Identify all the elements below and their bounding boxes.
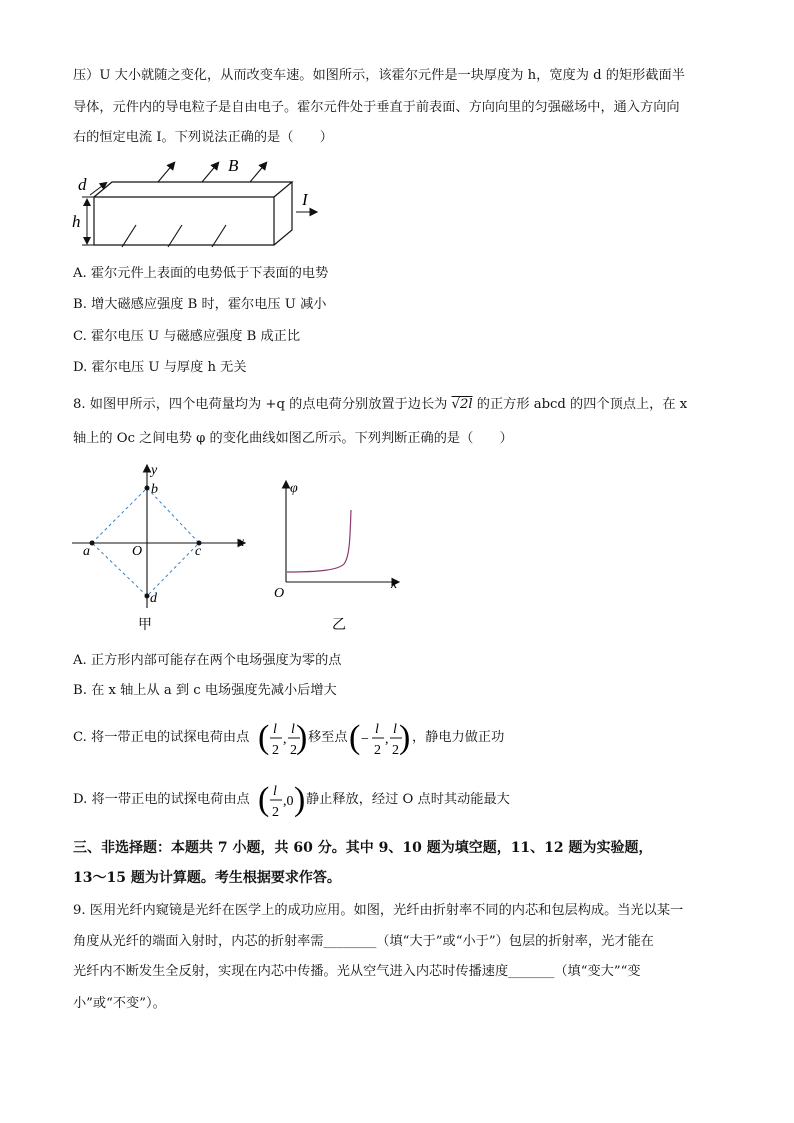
charge-b [145, 486, 150, 491]
b-field-arrow [158, 163, 174, 182]
q7-stem-line-1: 压）U 大小就随之变化，从而改变车速。如图所示，该霍尔元件是一块厚度为 h，宽度为 d 的矩形截面半 [73, 68, 685, 83]
q8-option-d-text-1: D. 将一带正电的试探电荷由点 [73, 792, 250, 807]
q8-option-d-text-2: 静止释放，经过 O 点时其动能最大 [306, 792, 510, 807]
label-b: B [228, 156, 239, 175]
svg-text:(: ( [258, 719, 270, 756]
point-neg-l2-l2 [349, 715, 411, 761]
label-o: O [274, 586, 285, 601]
block-side [274, 182, 292, 245]
svg-text:,: , [283, 732, 287, 747]
q8-option-b: B. 在 x 轴上从 a 到 c 电场强度先减小后增大 [73, 683, 337, 698]
frac-num: l [291, 722, 295, 737]
q8-option-c-text-3: ，静电力做正功 [412, 730, 505, 745]
q7-stem-line-3: 右的恒定电流 I。下列说法正确的是（ ） [73, 130, 333, 145]
q8-stem-part-b: 的正方形 abcd 的四个顶点上，在 x [476, 397, 688, 412]
frac-den: 2 [374, 743, 381, 758]
q8-option-c-text-1: C. 将一带正电的试探电荷由点 [73, 730, 250, 745]
q8-stem-line-2: 轴上的 Oc 之间电势 φ 的变化曲线如图乙所示。下列判断正确的是（ ） [73, 431, 513, 446]
charge-a [90, 541, 95, 546]
q8-stem-line-1 [73, 396, 687, 414]
label-c: c [195, 544, 202, 559]
svg-text:(: ( [349, 719, 361, 756]
b-field-arrow [202, 163, 218, 182]
q7-option-c: C. 霍尔电压 U 与磁感应强度 B 成正比 [73, 329, 301, 344]
point-l2-0 [258, 777, 306, 823]
frac-den: 2 [290, 743, 297, 758]
frac-den: 2 [272, 743, 279, 758]
block-top [94, 182, 292, 197]
svg-text:): ) [296, 719, 308, 756]
section3-heading-line-1: 三、非选择题：本题共 7 小题，共 60 分。其中 9、10 题为填空题，11、12 题为实验题， [73, 840, 653, 856]
hall-element-figure [70, 155, 330, 255]
svg-text:−: − [361, 732, 369, 747]
label-d: d [78, 175, 87, 194]
label-a: a [83, 544, 90, 559]
frac-den: 2 [272, 805, 279, 820]
q8-sqrt-term: √2l [451, 397, 473, 412]
b-field-line [212, 225, 226, 247]
block-front [94, 197, 274, 245]
q9-line-3: 光纤内不断发生全反射，实现在内芯中传播。光从空气进入内芯时传播速度_______（填“变大”“变 [73, 964, 641, 979]
frac-num: l [393, 722, 397, 737]
label-h: h [72, 212, 81, 231]
label-i: I [302, 190, 308, 209]
q8-option-a: A. 正方形内部可能存在两个电场强度为零的点 [73, 653, 342, 668]
b-field-line [122, 225, 136, 247]
frac-num: l [273, 784, 277, 799]
q7-option-a: A. 霍尔元件上表面的电势低于下表面的电势 [73, 266, 329, 281]
q9-line-4: 小”或“不变”）。 [73, 996, 166, 1011]
point-l2-l2 [258, 715, 308, 761]
svg-text:): ) [399, 719, 411, 756]
frac-num: l [273, 722, 277, 737]
q8-stem-part-a: 8. 如图甲所示，四个电荷量均为 +q 的点电荷分别放置于边长为 [73, 397, 448, 412]
q8-option-c-text-2: 移至点 [308, 730, 348, 745]
frac-den: 2 [392, 743, 399, 758]
frac-num: l [375, 722, 379, 737]
q7-option-d: D. 霍尔电压 U 与厚度 h 无关 [73, 360, 247, 375]
label-phi: φ [290, 481, 298, 496]
label-b: b [151, 482, 158, 497]
label-x: x [391, 577, 398, 592]
label-x: x [238, 535, 245, 550]
label-y: y [151, 463, 158, 478]
section3-heading-line-2: 13～15 题为计算题。考生根据要求作答。 [73, 870, 341, 886]
figure-jia [72, 460, 257, 635]
caption-yi: 乙 [332, 618, 346, 633]
svg-text:,: , [385, 732, 389, 747]
label-o: O [132, 544, 143, 559]
figure-yi [270, 476, 410, 636]
square-abcd [92, 488, 199, 596]
q9-line-1: 9. 医用光纤内窥镜是光纤在医学上的成功应用。如图，光纤由折射率不同的内芯和包层构成。当光以某一 [73, 903, 684, 918]
charge-d [145, 594, 150, 599]
caption-jia: 甲 [138, 618, 152, 633]
potential-curve [287, 510, 351, 572]
svg-text:(: ( [258, 781, 270, 818]
svg-text:): ) [294, 781, 306, 818]
label-d: d [150, 591, 157, 606]
q9-line-2: 角度从光纤的端面入射时，内芯的折射率需________（填“大于”或“小于”）包层的折射率，光才能在 [73, 934, 654, 949]
svg-text:,0: ,0 [283, 794, 294, 809]
b-field-arrow [250, 163, 266, 182]
q7-stem-line-2: 导体，元件内的导电粒子是自由电子。霍尔元件处于垂直于前表面、方向向里的匀强磁场中，通入方向向 [73, 100, 680, 115]
b-field-line [168, 225, 182, 247]
q7-option-b: B. 增大磁感应强度 B 时，霍尔电压 U 减小 [73, 297, 327, 312]
